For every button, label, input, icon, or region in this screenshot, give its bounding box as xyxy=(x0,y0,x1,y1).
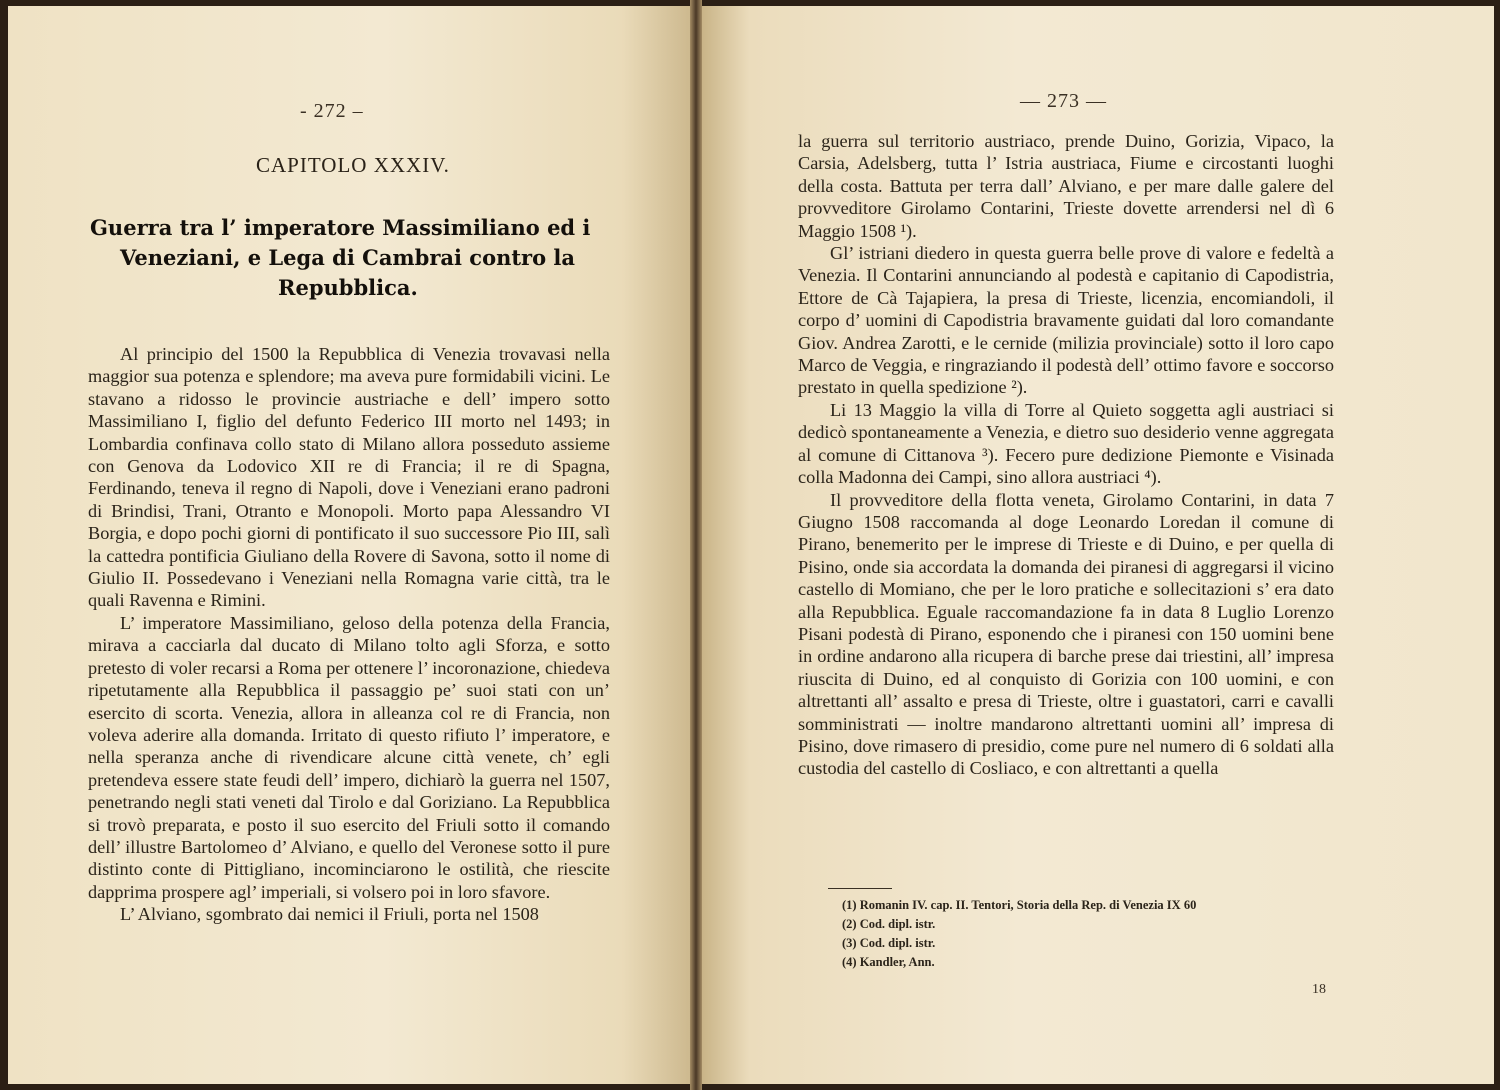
left-page xyxy=(8,6,690,1084)
left-body-text xyxy=(88,343,610,926)
signature-mark: 18 xyxy=(1312,982,1326,997)
footnote: (4) Kandler, Ann. xyxy=(842,955,935,969)
footnote-divider xyxy=(828,888,892,889)
footnote: (2) Cod. dipl. istr. xyxy=(842,917,936,931)
chapter-title-line-1: Guerra tra l’ imperatore Massimiliano ed i xyxy=(90,215,591,240)
footnote: (3) Cod. dipl. istr. xyxy=(842,936,936,950)
chapter-title-line-3: Repubblica. xyxy=(278,275,418,300)
paragraph: Al principio del 1500 la Repubblica di Venezia trovavasi nella maggior sua potenza e splendore; ma aveva pure formidabili vicini. Le stavano a ridosso le provincie austriache e dell’ impero sotto Massimiliano I, figlio del defunto Federico III morto nel 1493; in Lombardia confinava collo stato di Milano allora posseduto assieme con Genova da Lodovico XII re di Francia; il re di Spagna, Ferdinando, teneva il regno di Napoli, dove i Veneziani erano padroni di Brindisi, Trani, Otranto e Monopoli. Morto papa Alessandro VI Borgia, e dopo pochi giorni di pontificato il suo successore Pio III, salì la cattedra pontificia Giuliano della Rovere di Savona, sotto il nome di Giulio II. Possedevano i Veneziani nella Romagna varie città, tra le quali Ravenna e Rimini. xyxy=(88,344,610,611)
page-number-left: - 272 – xyxy=(300,100,364,122)
chapter-title-line-2: Veneziani, e Lega di Cambrai contro la xyxy=(120,245,576,270)
paragraph: Li 13 Maggio la villa di Torre al Quieto soggetta agli austriaci si dedicò spontaneamente a Venezia, e dietro suo desiderio venne aggregata al comune di Cittanova ³). Fecero pure dedizione Piemonte e Visinada colla Madonna dei Campi, sino allora austriaci ⁴). xyxy=(798,399,1334,488)
page-number-right: — 273 — xyxy=(1020,90,1107,112)
right-page xyxy=(702,6,1494,1084)
footnotes xyxy=(842,896,1342,972)
paragraph: L’ Alviano, sgombrato dai nemici il Friuli, porta nel 1508 xyxy=(120,904,539,925)
footnote: (1) Romanin IV. cap. II. Tentori, Storia della Rep. di Venezia IX 60 xyxy=(842,898,1197,912)
book-gutter xyxy=(690,0,702,1090)
paragraph: Gl’ istriani diedero in questa guerra belle prove di valore e fedeltà a Venezia. Il Contarini annunciando al podestà e capitanio di Capodistria, Ettore de Cà Tajapiera, la presa di Trieste, licenzia, encomiandoli, il corpo d’ uomini di Capodistria bravamente guidati dal loro comandante Giov. Andrea Zarotti, e le cernide (milizia provinciale) sotto il loro capo Marco de Veggia, e ringraziando il podestà dell’ ottimo favore e soccorso prestato in quella spedizione ²). xyxy=(798,243,1334,398)
paragraph: L’ imperatore Massimiliano, geloso della potenza della Francia, mirava a cacciarla dal ducato di Milano tolto agli Sforza, e sotto pretesto di voler recarsi a Roma per ottenere l’ incoronazione, chiedeva ripetutamente alla Repubblica il passaggio pe’ suoi stati con un’ esercito di scorta. Venezia, allora in alleanza col re di Francia, non voleva aderire alla domanda. Irritato di questo rifiuto l’ imperatore, e nella speranza anche di rivendicare alcune città venete, ch’ egli pretendeva essere state feudi dell’ impero, dichiarò la guerra nel 1507, penetrando negli stati veneti dal Tirolo e dal Goriziano. La Repubblica si trovò preparata, e posto il suo esercito del Friuli sotto il comando dell’ illustre Bartolomeo d’ Alviano, e quello del Veronese sotto il pure distinto conte di Pittigliano, incominciarono le ostilità, che riescite dapprima prospere agl’ imperiali, si volsero poi in loro sfavore. xyxy=(88,612,610,902)
chapter-heading: CAPITOLO XXXIV. xyxy=(256,153,450,177)
right-body-text xyxy=(798,130,1334,780)
paragraph: la guerra sul territorio austriaco, prende Duino, Gorizia, Vipaco, la Carsia, Adelsberg, tutta l’ Istria austriaca, Fiume e circostanti luoghi della costa. Battuta per terra dall’ Alviano, e per mare dalle galere del provveditore Girolamo Contarini, Trieste dovette arrendersi nel dì 6 Maggio 1508 ¹). xyxy=(798,131,1334,241)
paragraph: Il provveditore della flotta veneta, Girolamo Contarini, in data 7 Giugno 1508 raccomanda al doge Leonardo Loredan il comune di Pirano, benemerito per le imprese di Trieste e di Duino, e per quella di Pisino, onde sia accordata la domanda dei piranesi di aggregarsi il vicino castello di Momiano, che per le loro pratiche e sollecitazioni s’ era dato alla Repubblica. Eguale raccomandazione fa in data 8 Luglio Lorenzo Pisani podestà di Pirano, esponendo che i piranesi con 150 uomini bene in ordine andarono alla ricupera di barche prese dai triestini, all’ impresa riuscita di Duino, ed al conquisto di Gorizia con 100 uomini, e con altrettanti all’ assalto e presa di Trieste, oltre i guastatori, carri e cavalli somministrati — inoltre mandarono altrettanti uomini all’ impresa di Pisino, dove rimasero di presidio, come pure nel numero di 6 soldati alla custodia del castello di Cosliaco, e con altrettanti a quella xyxy=(798,489,1334,779)
